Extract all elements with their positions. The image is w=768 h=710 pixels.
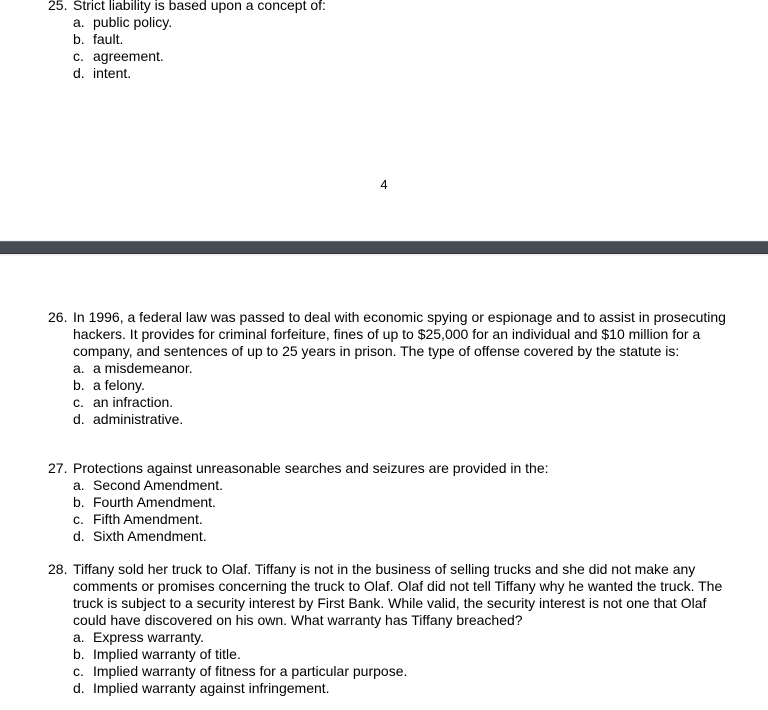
option-letter: c. — [73, 394, 84, 410]
option-text: Express warranty. — [93, 629, 204, 645]
question-number: 28. — [48, 561, 68, 577]
question-stem: Strict liability is based upon a concept of: — [73, 0, 326, 13]
answer-options — [48, 477, 728, 545]
question-number: 25. — [48, 0, 68, 13]
option-letter: a. — [73, 360, 85, 376]
document-page-5 — [0, 256, 768, 710]
option-letter: b. — [73, 646, 85, 662]
answer-option-b — [73, 31, 728, 48]
option-text: Fourth Amendment. — [93, 494, 216, 510]
answer-option-d — [73, 411, 728, 428]
option-letter: c. — [73, 663, 84, 679]
question-text — [48, 0, 728, 14]
answer-option-a — [73, 477, 728, 494]
question-stem: Tiffany sold her truck to Olaf. Tiffany is not in the business of selling trucks and she did not make any comments or promises concerning the truck to Olaf. Olaf did not tell Tiffany why he wanted the truck. The truck is subject to a security interest by First Bank. While valid, the security interest is not one that Olaf could have discovered on his own. What warranty has Tiffany breached? — [73, 561, 723, 628]
option-letter: c. — [73, 511, 84, 527]
option-letter: d. — [73, 411, 85, 427]
question-stem: In 1996, a federal law was passed to deal with economic spying or espionage and to assist in prosecuting hackers. It provides for criminal forfeiture, fines of up to $25,000 for an individual and $10 million for a company, and sentences of up to 25 years in prison. The type of offense covered by the statute is: — [73, 309, 726, 359]
answer-option-c — [73, 48, 728, 65]
page-break-separator — [0, 240, 768, 256]
option-text: an infraction. — [93, 394, 174, 410]
answer-option-d — [73, 65, 728, 82]
option-text: Fifth Amendment. — [93, 511, 203, 527]
option-letter: d. — [73, 680, 85, 696]
option-text: public policy. — [93, 14, 173, 30]
question-25 — [48, 0, 728, 82]
option-text: fault. — [93, 31, 124, 47]
option-text: Implied warranty against infringement. — [93, 680, 330, 696]
question-text — [48, 309, 728, 360]
option-letter: a. — [73, 629, 85, 645]
answer-option-b — [73, 646, 728, 663]
answer-option-a — [73, 360, 728, 377]
answer-option-c — [73, 394, 728, 411]
option-text: Implied warranty of fitness for a particular purpose. — [93, 663, 408, 679]
question-28 — [48, 561, 728, 697]
answer-options — [48, 629, 728, 697]
option-text: a felony. — [93, 377, 145, 393]
option-letter: b. — [73, 494, 85, 510]
answer-options — [48, 360, 728, 428]
answer-option-d — [73, 528, 728, 545]
option-letter: a. — [73, 14, 85, 30]
option-letter: c. — [73, 48, 84, 64]
option-text: intent. — [93, 65, 132, 81]
answer-option-b — [73, 377, 728, 394]
option-text: a misdemeanor. — [93, 360, 193, 376]
answer-option-b — [73, 494, 728, 511]
answer-option-d — [73, 680, 728, 697]
question-27 — [48, 460, 728, 545]
page-divider-bar — [0, 241, 768, 254]
answer-option-c — [73, 663, 728, 680]
option-text: administrative. — [93, 411, 184, 427]
question-number: 27. — [48, 460, 68, 476]
question-stem: Protections against unreasonable searches and seizures are provided in the: — [73, 460, 549, 476]
option-letter: b. — [73, 377, 85, 393]
option-text: agreement. — [93, 48, 164, 64]
option-text: Second Amendment. — [93, 477, 223, 493]
option-text: Implied warranty of title. — [93, 646, 241, 662]
option-letter: a. — [73, 477, 85, 493]
answer-option-a — [73, 629, 728, 646]
question-26 — [48, 309, 728, 428]
question-number: 26. — [48, 309, 68, 325]
answer-option-a — [73, 14, 728, 31]
document-page-4 — [0, 0, 768, 240]
page-number: 4 — [380, 177, 388, 192]
option-text: Sixth Amendment. — [93, 528, 207, 544]
option-letter: d. — [73, 528, 85, 544]
answer-option-c — [73, 511, 728, 528]
option-letter: d. — [73, 65, 85, 81]
option-letter: b. — [73, 31, 85, 47]
answer-options — [48, 14, 728, 82]
question-text — [48, 460, 728, 477]
question-text — [48, 561, 728, 629]
